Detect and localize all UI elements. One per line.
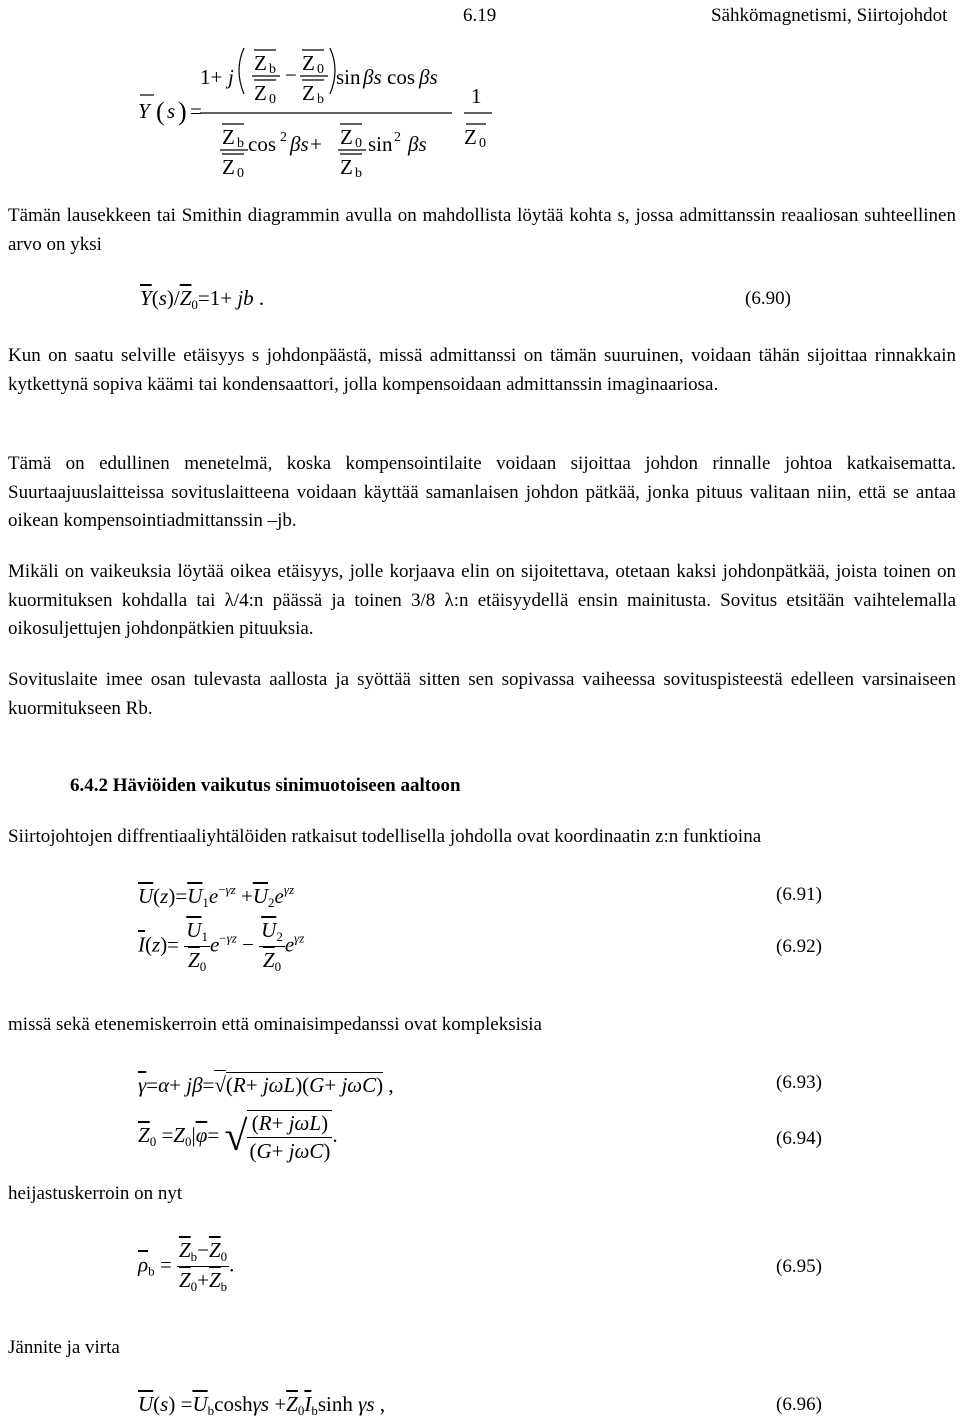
svg-text:0: 0 (317, 62, 324, 77)
svg-text:b: b (355, 166, 362, 178)
svg-text:0: 0 (237, 166, 244, 178)
svg-text:βs: βs (408, 132, 427, 156)
equation-number-6-92: (6.92) (776, 936, 822, 957)
svg-text:(: ( (156, 97, 165, 126)
svg-text:Z: Z (340, 155, 353, 178)
paragraph-admittance-location: Tämän lausekkeen tai Smithin diagrammin avulla on mahdollista löytää kohta s, jossa admittanssin reaaliosan suhteellinen arvo on yksi (8, 205, 956, 255)
svg-text:s: s (167, 99, 176, 123)
svg-text:0: 0 (479, 136, 486, 151)
section-number: 6.4.2 (70, 775, 108, 796)
paragraph-compensation: Kun on saatu selville etäisyys s johdonpäästä, missä admittanssi on tämän suuruinen, voidaan tähän sijoittaa rinnakkain kytkettynä sopiva käämi tai kondensaattori, jolla kompensoidaan admittanssin imaginaariosa. (8, 345, 956, 395)
equation-number-6-94: (6.94) (776, 1128, 822, 1149)
equation-6-93: $\overline{\gamma}=\alpha+ j\beta=√(R+ j\omega L)(G+ j\omega C)$ , (138, 1070, 394, 1098)
svg-text:Z: Z (254, 51, 267, 75)
svg-text:Y: Y (138, 99, 150, 123)
paragraph-voltage-current: Jännite ja virta (8, 1337, 120, 1358)
svg-text:Z: Z (302, 51, 315, 75)
equation-6-91: $\overline{U}(z)=\overline{U}_1e^{-\gamma z} +\overline{U}_2e^{\gamma z}$ (138, 882, 295, 910)
svg-text:cos: cos (248, 132, 276, 156)
svg-text:j: j (228, 65, 234, 89)
svg-text:βs: βs (419, 65, 438, 89)
equation-number-6-93: (6.93) (776, 1072, 822, 1093)
svg-text:): ) (178, 97, 187, 126)
svg-text:−: − (285, 63, 297, 87)
paragraph-reflection: heijastuskerroin on nyt (8, 1183, 183, 1204)
running-title: Sähkömagnetismi, Siirtojohdot (711, 5, 948, 26)
equation-number-6-91: (6.91) (776, 884, 822, 905)
svg-text:0: 0 (269, 92, 276, 107)
section-heading (70, 772, 461, 800)
svg-text:Z: Z (302, 81, 315, 105)
admittance-equation (130, 38, 520, 178)
svg-text:Z: Z (222, 155, 235, 178)
svg-text:1: 1 (471, 84, 482, 108)
equation-number-6-96: (6.96) (776, 1394, 822, 1415)
svg-text:Z: Z (254, 81, 267, 105)
paragraph-double-stub: Mikäli on vaikeuksia löytää oikea etäisyys, jolle korjaava elin on sijoitettava, otetaan kaksi johdonpätkää, joista toinen on kuormituksen kohdalla tai λ/4:n päässä ja toinen 3/8 λ:n etäisyydellä ensin mainitusta. Sovitus etsitään vaihtelemalla oikosuljettujen johdonpätkien pituuksia. (8, 561, 956, 639)
svg-text:=: = (190, 99, 202, 123)
svg-text:1+: 1+ (200, 65, 223, 89)
svg-text:sin: sin (336, 65, 361, 89)
svg-text:2: 2 (280, 130, 287, 145)
svg-text:Z: Z (340, 125, 353, 149)
equation-6-92: $\overline{I}(z)=$ $\frac{\overline{U}_1}{\overline{Z}_0}$ $e^{-\gamma z}$ − $\frac{\overline{U}_2}{\overline{Z}_0}$ $e^{\gamma z}$ (138, 918, 305, 974)
equation-number-6-90: (6.90) (745, 288, 791, 309)
svg-text:Z: Z (222, 125, 235, 149)
section-title: Häviöiden vaikutus sinimuotoiseen aaltoon (112, 775, 461, 796)
equation-number-6-95: (6.95) (776, 1256, 822, 1277)
svg-text:2: 2 (394, 130, 401, 145)
svg-text:0: 0 (355, 136, 362, 151)
svg-text:+: + (310, 132, 322, 156)
equation-6-94: $\overline{Z}_0 =Z_0|\overline{\varphi}=$ √ $\frac{\text{(R+ jωL)}}{\text{(G+ jωC)}}$ . (138, 1111, 338, 1163)
equation-6-96: $\overline{U}(s) =\overline{U}_b\cosh\gamma s +\overline{Z}_0\overline{I}_b\sinh$ γs , (138, 1392, 386, 1418)
equation-6-95: $\overline{\rho}_b$ = $\frac{\overline{Z}_b-\overline{Z}_0}{\overline{Z}_0+\overline{Z}_b}$ . (138, 1238, 235, 1294)
svg-text:βs: βs (290, 132, 309, 156)
svg-text:b: b (237, 136, 244, 151)
page-number: 6.19 (463, 5, 497, 26)
svg-text:cos: cos (387, 65, 415, 89)
svg-text:sin: sin (368, 132, 393, 156)
paragraph-matching-stub: Tämä on edullinen menetelmä, koska kompensointilaite voidaan sijoittaa johdon rinnalle johtoa katkaisematta. Suurtaajuuslaitteissa sovituslaitteena voidaan käyttää samanlaisen johdon pätkää, jonka pituus valitaan niin, että se antaa oikean kompensointiadmittanssin –jb. (8, 453, 956, 531)
svg-text:b: b (317, 92, 324, 107)
svg-text:Z: Z (464, 125, 477, 149)
equation-6-90: $\overline{Y}(s)/\overline{Z}_0=1+$ jb . (140, 286, 265, 312)
paragraph-solutions: Siirtojohtojen diffrentiaaliyhtälöiden ratkaisut todellisella johdolla ovat koordinaatin z:n funktioina (8, 826, 762, 847)
paragraph-matching-device: Sovituslaite imee osan tulevasta aallosta ja syöttää sitten sen sopivassa vaiheessa sovituspisteestä edelleen varsinaiseen kuormitukseen Rb. (8, 669, 956, 719)
svg-text:b: b (269, 62, 276, 77)
paragraph-complex-params: missä sekä etenemiskerroin että ominaisimpedanssi ovat kompleksisia (8, 1014, 542, 1035)
svg-text:βs: βs (363, 65, 382, 89)
